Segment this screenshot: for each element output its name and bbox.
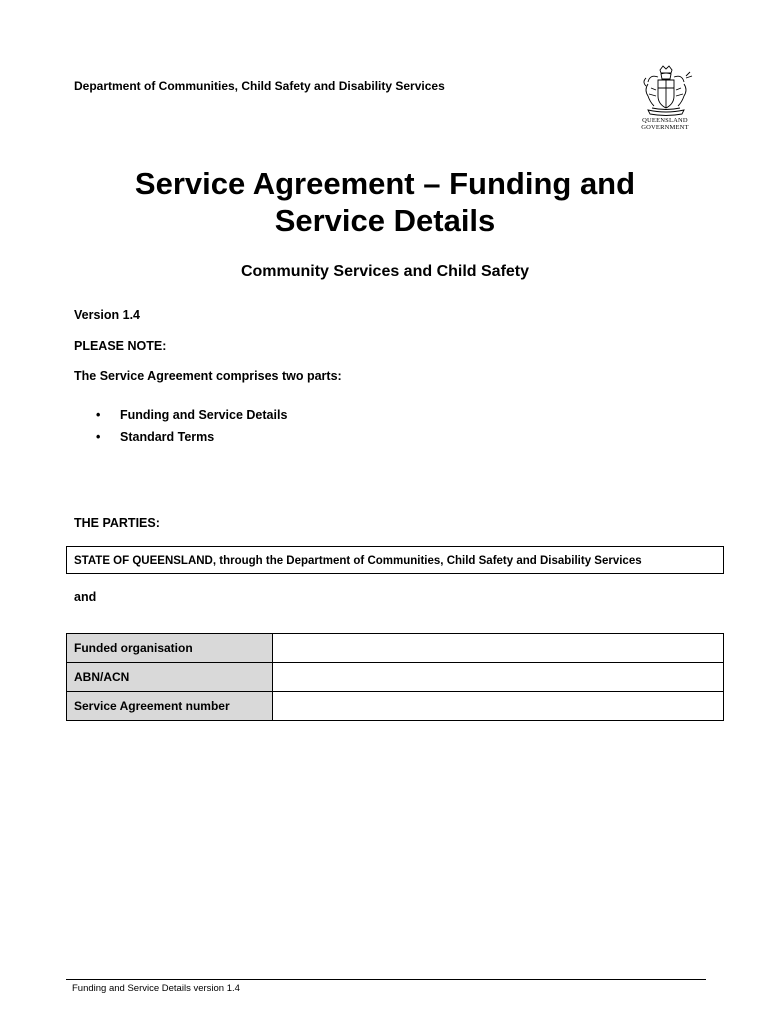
- abn-acn-field[interactable]: [273, 663, 724, 692]
- department-name: Department of Communities, Child Safety and Disability Services: [74, 79, 445, 93]
- title-line1: Service Agreement – Funding and: [134, 166, 636, 201]
- abn-acn-label: ABN/ACN: [67, 663, 273, 692]
- title-line2: Service Details: [274, 203, 496, 238]
- service-agreement-number-label: Service Agreement number: [67, 692, 273, 721]
- funded-organisation-field[interactable]: [273, 634, 724, 663]
- comprises-text: The Service Agreement comprises two parts:: [74, 369, 342, 383]
- state-party-box: STATE OF QUEENSLAND, through the Department of Communities, Child Safety and Disability Services: [66, 546, 724, 574]
- and-text: and: [74, 590, 97, 604]
- version-text: Version 1.4: [74, 308, 141, 322]
- please-note-text: PLEASE NOTE:: [74, 339, 167, 353]
- table-row: [67, 663, 724, 692]
- logo-caption: [632, 117, 698, 131]
- table-row: [67, 692, 724, 721]
- service-agreement-number-field[interactable]: [273, 692, 724, 721]
- list-item: • Standard Terms: [96, 427, 287, 449]
- parties-heading: THE PARTIES:: [74, 516, 160, 530]
- funded-organisation-label: Funded organisation: [67, 634, 273, 663]
- logo-text-line2: GOVERNMENT: [641, 124, 689, 131]
- footer-text: Funding and Service Details version 1.4: [72, 983, 240, 994]
- page-title: [0, 165, 770, 239]
- list-item: • Funding and Service Details: [96, 405, 287, 427]
- table-row: [67, 634, 724, 663]
- page-subtitle: Community Services and Child Safety: [240, 263, 530, 280]
- parts-list: [96, 405, 287, 449]
- footer-divider: [66, 979, 706, 980]
- party-details-table: [66, 633, 724, 721]
- logo-text-line1: QUEENSLAND: [642, 117, 688, 124]
